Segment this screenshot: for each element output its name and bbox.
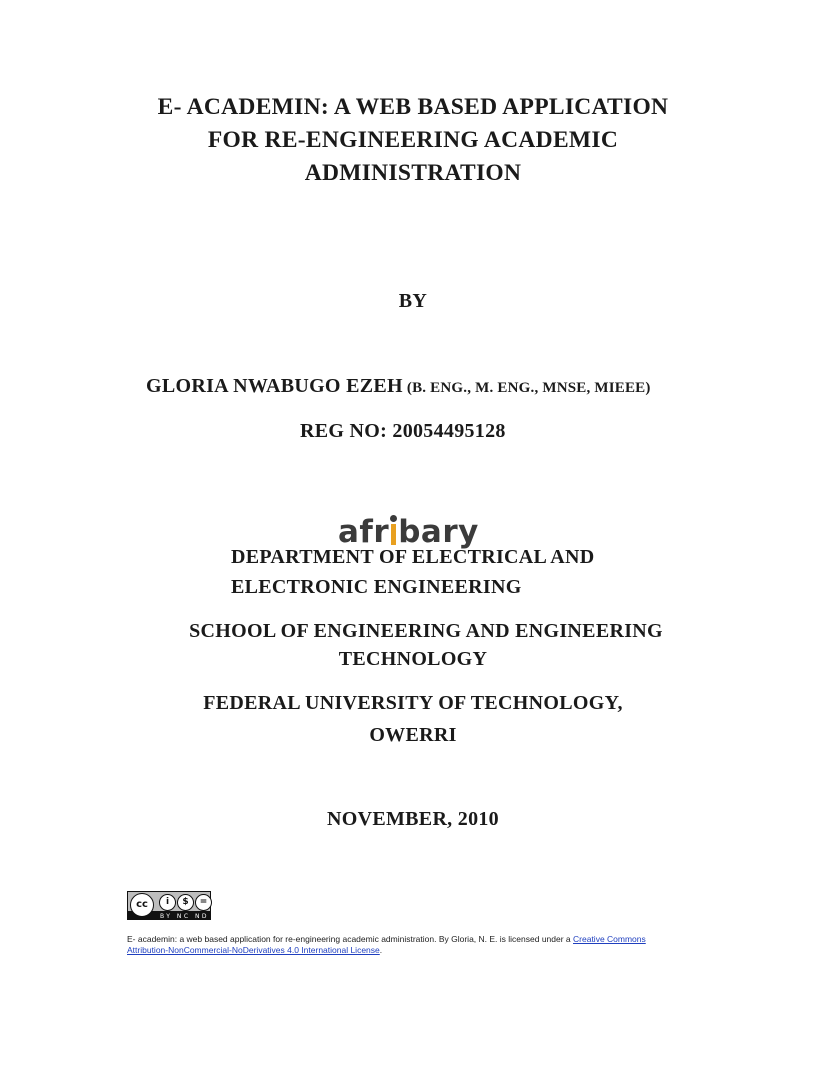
title-line-2: FOR RE-ENGINEERING ACADEMIC	[207, 127, 619, 153]
school-line-2: TECHNOLOGY	[338, 648, 488, 670]
cc-badge-labels: BY NC ND	[160, 913, 210, 920]
cc-logo-icon: cc	[130, 893, 154, 917]
license-text: E- academin: a web based application for re-engineering academic administration. By Gloria, N. E. is licensed under a	[127, 934, 574, 944]
department-line-1: DEPARTMENT OF ELECTRICAL AND	[231, 546, 595, 568]
noncommercial-icon: $	[177, 894, 194, 911]
university-line-1: FEDERAL UNIVERSITY OF TECHNOLOGY,	[203, 692, 623, 714]
watermark-text-start: afr	[338, 514, 390, 550]
author-name: GLORIA NWABUGO EZEH	[146, 375, 403, 397]
school-line-1: SCHOOL OF ENGINEERING AND ENGINEERING	[189, 620, 663, 642]
university-line-2: OWERRI	[369, 724, 457, 746]
title-line-1: E- ACADEMIN: A WEB BASED APPLICATION	[157, 94, 669, 120]
author-credentials: (B. ENG., M. ENG., MNSE, MIEEE)	[406, 380, 651, 396]
creative-commons-badge-icon[interactable]	[127, 891, 211, 920]
by-label: BY	[398, 290, 428, 312]
reg-number: REG NO: 20054495128	[300, 420, 506, 442]
department-line-2: ELECTRONIC ENGINEERING	[231, 576, 522, 598]
watermark-i-glyph	[389, 515, 398, 545]
license-link[interactable]: Creative Commons Attribution-NonCommercial-NoDerivatives 4.0 International License	[127, 934, 646, 955]
afribary-watermark-logo	[338, 514, 479, 550]
license-text-end: .	[379, 945, 383, 955]
noderivatives-icon: =	[195, 894, 212, 911]
title-line-3: ADMINISTRATION	[304, 160, 522, 186]
license-statement	[127, 934, 687, 956]
publication-date: NOVEMBER, 2010	[327, 808, 499, 830]
author-line	[146, 375, 651, 398]
watermark-text-end: bary	[398, 514, 479, 550]
attribution-person-icon: i	[159, 894, 176, 911]
